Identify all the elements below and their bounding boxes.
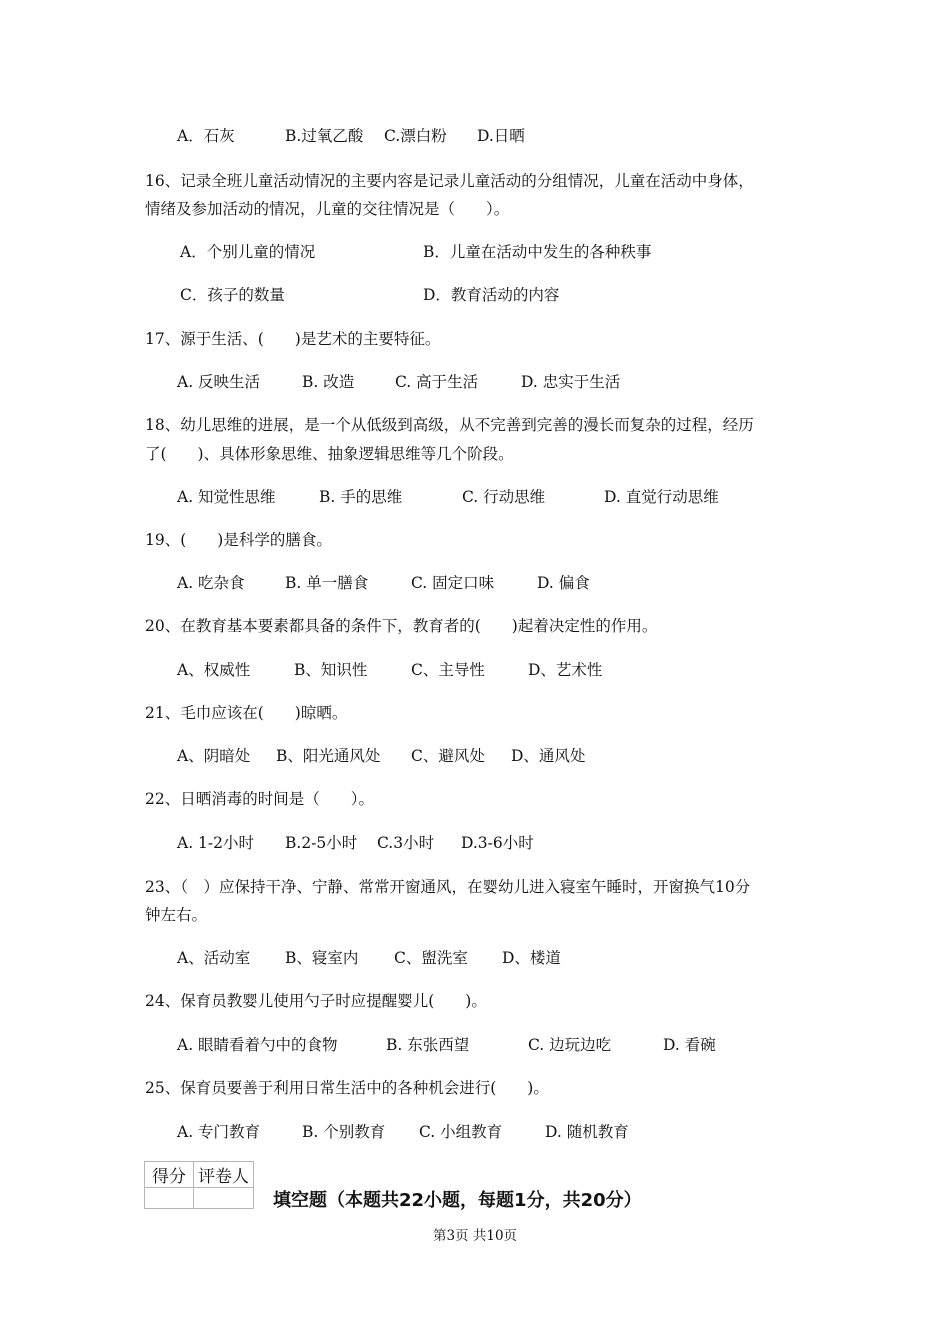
option-d: D、楼道 <box>502 949 561 967</box>
option-a: A、权威性 <box>177 661 251 679</box>
question-16-line-2: 情绪及参加活动的情况，儿童的交往情况是（ ）。 <box>145 200 510 218</box>
option-d: D. 偏食 <box>537 574 590 592</box>
option-a: A. 吃杂食 <box>177 574 245 592</box>
page-footer: 第3页 共10页 <box>432 1228 518 1244</box>
option-a: A. 反映生活 <box>177 373 261 391</box>
option-c: C. 小组教育 <box>419 1123 503 1141</box>
option-b: B. 单一膳食 <box>285 574 369 592</box>
option-c: C、主导性 <box>411 661 485 679</box>
score-cell <box>145 1188 194 1209</box>
option-b: B.过氧乙酸 <box>285 127 364 145</box>
option-d: D.日晒 <box>477 127 525 145</box>
option-c: C. 行动思维 <box>462 488 546 506</box>
option-c: C．孩子的数量 <box>180 286 285 304</box>
option-b: B、知识性 <box>294 661 368 679</box>
question-18-line-2: 了( )、具体形象思维、抽象逻辑思维等几个阶段。 <box>145 445 514 463</box>
option-d: D．教育活动的内容 <box>423 286 560 304</box>
question-22: 22、日晒消毒的时间是（ ）。 <box>145 790 374 808</box>
option-b: B、阳光通风处 <box>276 747 381 765</box>
option-a: A. 专门教育 <box>177 1123 261 1141</box>
score-box <box>144 1161 254 1209</box>
question-23-line-2: 钟左右。 <box>145 906 208 924</box>
option-d: D. 看碗 <box>663 1036 716 1054</box>
option-b: B. 个别教育 <box>302 1123 386 1141</box>
question-24: 24、保育员教婴儿使用勺子时应提醒婴儿( )。 <box>145 992 487 1010</box>
question-21: 21、毛巾应该在( )晾晒。 <box>145 704 348 722</box>
option-c: C.漂白粉 <box>384 127 447 145</box>
reviewer-cell <box>194 1188 254 1209</box>
reviewer-label: 评卷人 <box>194 1162 254 1188</box>
option-d: D. 随机教育 <box>545 1123 629 1141</box>
section-title: 填空题（本题共22小题，每题1分，共20分） <box>273 1190 642 1211</box>
option-a: A、活动室 <box>177 949 251 967</box>
score-label: 得分 <box>145 1162 194 1188</box>
question-19: 19、( )是科学的膳食。 <box>145 531 332 549</box>
option-c: C、盥洗室 <box>394 949 468 967</box>
question-23-line-1: 23、（ ）应保持干净、宁静、常常开窗通风，在婴幼儿进入寝室午睡时，开窗换气10分 <box>145 878 751 896</box>
question-25: 25、保育员要善于利用日常生活中的各种机会进行( )。 <box>145 1079 549 1097</box>
option-d: D. 直觉行动思维 <box>604 488 719 506</box>
option-a: A. 1-2小时 <box>177 834 255 852</box>
option-a: A. 眼睛看着勺中的食物 <box>177 1036 338 1054</box>
option-a: A. 知觉性思维 <box>177 488 276 506</box>
option-c: C. 高于生活 <box>395 373 479 391</box>
option-c: C.3小时 <box>377 834 435 852</box>
option-b: B、寝室内 <box>285 949 359 967</box>
option-a: A、阴暗处 <box>177 747 251 765</box>
option-c: C. 边玩边吃 <box>528 1036 612 1054</box>
option-d: D、通风处 <box>511 747 586 765</box>
option-a: A．个别儿童的情况 <box>180 243 316 261</box>
option-c: C、避风处 <box>411 747 485 765</box>
question-16-line-1: 16、记录全班儿童活动情况的主要内容是记录儿童活动的分组情况，儿童在活动中身体， <box>145 172 754 190</box>
option-b: B．儿童在活动中发生的各种秩事 <box>423 243 652 261</box>
option-d: D、艺术性 <box>528 661 603 679</box>
option-b: B.2-5小时 <box>285 834 358 852</box>
question-18-line-1: 18、幼儿思维的进展，是一个从低级到高级，从不完善到完善的漫长而复杂的过程，经历 <box>145 416 754 434</box>
question-17: 17、源于生活、( )是艺术的主要特征。 <box>145 330 441 348</box>
option-b: B. 东张西望 <box>386 1036 470 1054</box>
option-a: A．石灰 <box>177 127 235 145</box>
option-b: B. 手的思维 <box>319 488 403 506</box>
option-c: C. 固定口味 <box>411 574 495 592</box>
option-d: D.3-6小时 <box>461 834 534 852</box>
option-b: B. 改造 <box>302 373 355 391</box>
question-20: 20、在教育基本要素都具备的条件下，教育者的( )起着决定性的作用。 <box>145 617 658 635</box>
option-d: D. 忠实于生活 <box>521 373 621 391</box>
